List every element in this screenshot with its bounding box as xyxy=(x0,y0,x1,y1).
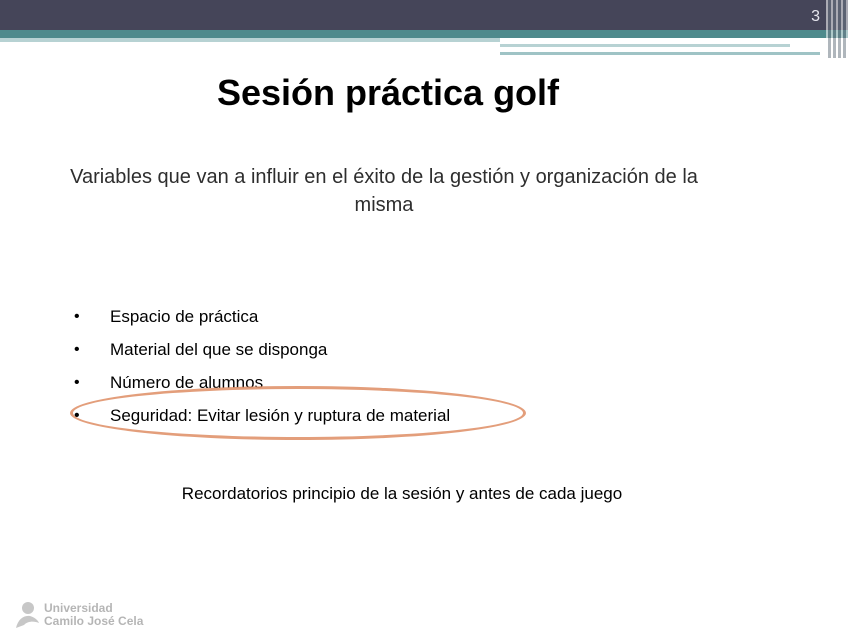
header-accent-line xyxy=(0,38,500,42)
highlight-ellipse xyxy=(70,386,526,440)
logo-line-1: Universidad xyxy=(44,601,113,615)
list-item-text: Material del que se disponga xyxy=(110,339,328,359)
header-accent-line xyxy=(500,52,820,55)
list-item-text: Espacio de práctica xyxy=(110,306,259,326)
logo-line-2: Camilo José Cela xyxy=(44,614,144,628)
slide-subtitle: Variables que van a influir en el éxito de la gestión y organización de la misma xyxy=(70,166,698,216)
header-teal-band xyxy=(0,30,848,38)
header-accent-line xyxy=(500,44,790,47)
header-stripes xyxy=(826,0,848,58)
bullet-icon: • xyxy=(74,406,80,424)
university-logo xyxy=(14,600,143,630)
bullet-icon: • xyxy=(74,307,80,325)
bullet-icon: • xyxy=(74,340,80,358)
list-item-text: Seguridad: Evitar lesión y ruptura de material xyxy=(110,405,451,425)
list-item xyxy=(74,333,450,366)
reminder-text: Recordatorios principio de la sesión y antes de cada juego xyxy=(181,484,623,503)
person-icon xyxy=(14,601,40,629)
slide-title: Sesión práctica golf xyxy=(216,72,560,113)
list-item xyxy=(74,300,450,333)
header-top-bar xyxy=(0,0,848,30)
bullet-icon: • xyxy=(74,373,80,391)
slide-number: 3 xyxy=(811,8,820,25)
list-item-text: Número de alumnos xyxy=(110,372,264,392)
